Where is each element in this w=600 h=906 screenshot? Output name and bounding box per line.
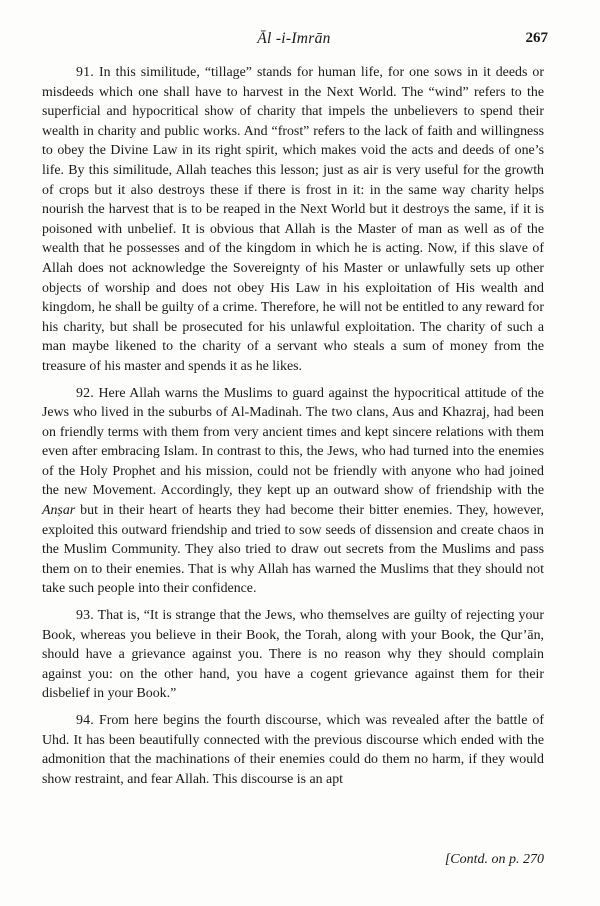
running-title: Āl -i-Imrān xyxy=(257,30,331,47)
page-number: 267 xyxy=(525,30,548,46)
note-94 xyxy=(42,711,544,789)
note-number: 94. xyxy=(76,713,94,728)
note-text-part-2: but in their heart of hearts they had become their bitter enemies. They, however, exploited this outward friendship and tried to sow seeds of dissension and create chaos in the Muslim Community. They also tried to draw out secrets from the Muslims and pass them on to their enemies. That is why Allah has warned the Muslims that they should not take such people into their confidence. xyxy=(42,503,544,597)
note-number: 93. xyxy=(76,608,94,624)
note-text: From here begins the fourth discourse, which was revealed after the battle of Uhd. It has been beautifully connected with the previous discourse which ended with the admonition that the machinations of their enemies could do them no harm, if they would show restraint, and fear Allah. This discourse is an apt xyxy=(42,713,544,787)
note-emphasis-ansar: Anṣar xyxy=(42,503,76,519)
note-text: In this similitude, “tillage” stands for human life, for one sows in it deeds or misdeeds which one shall have to harvest in the Next World. The “wind” refers to the superficial and hypocritical show of charity that impels the unbelievers to spend their wealth in charity and public works. And “frost” refers to the lack of faith and willingness to obey the Divine Law in its right spirit, which makes void the acts and deeds of one’s life. By this similitude, Allah teaches this lesson; just as air is very useful for the growth of crops but it also destroys these if there is frost in it: in the same way charity helps nourish the harvest that is to be reaped in the Next World but it destroys the same, if it is poisoned with unbelief. It is obvious that Allah is the Master of man as well as of the wealth that he possesses and of the kingdom in which he is acting. Now, if this slave of Allah does not acknowledge the Sovereignty of his Master or unlawfully sets up other objects of worship and does not obey His Law in his exploitation of His wealth and kingdom, he shall be guilty of a crime. Therefore, he will not be entitled to any reward for his charity, but shall be prosecuted for his unlawful exploitation. The charity of such a man maybe likened to the charity of a servant who steals a sum of money from the treasure of his master and spends it as he likes. xyxy=(42,65,544,374)
note-number: 92. xyxy=(76,385,94,401)
note-91 xyxy=(42,63,544,377)
continued-note: [Contd. on p. 270 xyxy=(444,852,544,867)
note-93 xyxy=(42,606,544,704)
note-text-part-1: Here Allah warns the Muslims to guard against the hypocritical attitude of the Jews who lived in the suburbs of Al-Madinah. The two clans, Aus and Khazraj, had been on friendly terms with them from very ancient times and kept sincere relations with them even after embracing Islam. In contrast to this, the Jews, who had turned into the enemies of the Holy Prophet and his mission, could not be friendly with anyone who had joined the new Movement. Accordingly, they kept up an outward show of friendship with the xyxy=(42,385,544,499)
notes-body xyxy=(42,63,544,796)
note-number: 91. xyxy=(76,65,94,80)
note-92 xyxy=(42,384,544,600)
page-header xyxy=(40,30,548,54)
note-text: That is, “It is strange that the Jews, who themselves are guilty of rejecting your Book, whereas you believe in their Book, the Torah, along with your Book, the Qur’ān, should have a grievance against you. There is no reason why they should complain against you: on the other hand, you have a cogent grievance against them for their disbelief in your Book.” xyxy=(42,608,544,702)
